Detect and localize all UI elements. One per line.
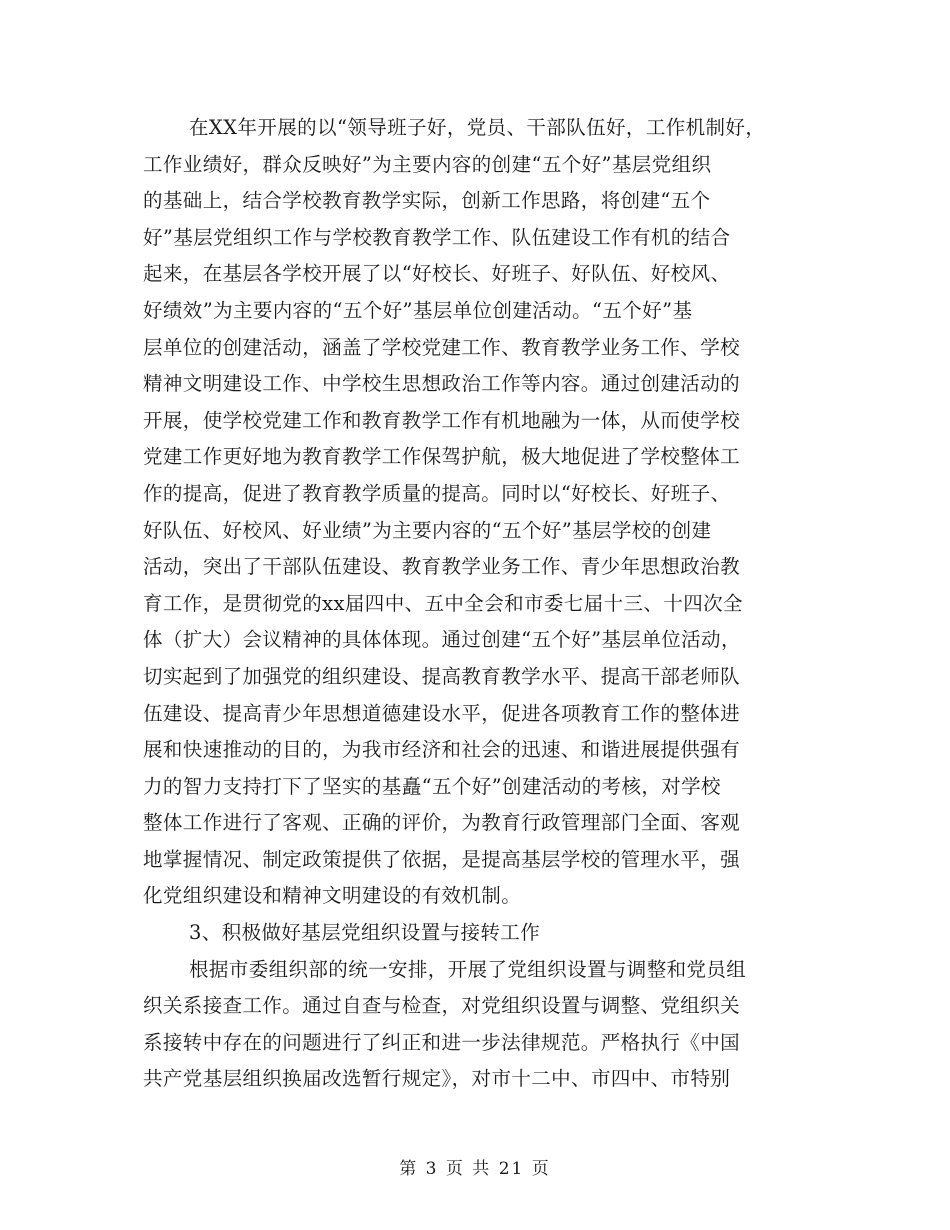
text-line: 活动，突出了干部队伍建设、教育教学业务工作、青少年思想政治教 [143, 555, 741, 579]
text-line: 切实起到了加强党的组织建设、提高教育教学水平、提高干部老师队 [143, 664, 741, 688]
text-line: 体（扩大）会议精神的具体体现。通过创建“五个好”基层单位活动， [143, 628, 741, 652]
text-line: 在XX年开展的以“领导班子好，党员、干部队伍好，工作机制好， [189, 116, 766, 139]
text-line: 织关系接查工作。通过自查与检查，对党组织设置与调整、党组织关 [143, 994, 741, 1018]
text-line: 精神文明建设工作、中学校生思想政治工作等内容。通过创建活动的 [143, 372, 741, 396]
text-line: 好”基层党组织工作与学校教育教学工作、队伍建设工作有机的结合 [143, 225, 731, 249]
text-line: 伍建设、提高青少年思想道德建设水平，促进各项教育工作的整体进 [143, 701, 741, 725]
text-line: 3、积极做好基层党组织设置与接转工作 [189, 921, 541, 945]
text-line: 化党组织建设和精神文明建设的有效机制。 [143, 884, 522, 908]
text-line: 根据市委组织部的统一安排，开展了党组织设置与调整和党员组 [189, 957, 747, 981]
text-line: 党建工作更好地为教育教学工作保驾护航，极大地促进了学校整体工 [143, 445, 741, 469]
text-line: 工作业绩好，群众反映好”为主要内容的创建“五个好”基层党组织 [143, 152, 712, 176]
text-line: 好绩效”为主要内容的“五个好”基层单位创建活动。“五个好”基 [143, 298, 693, 322]
text-line: 开展，使学校党建工作和教育教学工作有机地融为一体，从而使学校 [143, 408, 741, 432]
text-line: 好队伍、好校风、好业绩”为主要内容的“五个好”基层学校的创建 [143, 518, 712, 542]
text-line: 的基础上，结合学校教育教学实际，创新工作思路，将创建“五个 [143, 189, 711, 213]
text-line: 起来，在基层各学校开展了以“好校长、好班子、好队伍、好校风、 [143, 262, 731, 286]
text-line: 整体工作进行了客观、正确的评价，为教育行政管理部门全面、客观 [143, 811, 741, 835]
text-line: 作的提高，促进了教育教学质量的提高。同时以“好校长、好班子、 [143, 481, 731, 505]
text-line: 层单位的创建活动，涵盖了学校党建工作、教育教学业务工作、学校 [143, 335, 741, 359]
text-line: 展和快速推动的目的，为我市经济和社会的迅速、和谐进展提供强有 [143, 738, 741, 762]
text-line: 力的智力支持打下了坚实的基矗“五个好”创建活动的考核，对学校 [143, 774, 721, 798]
text-line: 系接转中存在的问题进行了纠正和进一步法律规范。严格执行《中国 [143, 1030, 741, 1054]
document-body [143, 110, 843, 1098]
text-line: 地掌握情况、制定政策提供了依据，是提高基层学校的管理水平，强 [143, 847, 741, 871]
page-footer: 第 3 页 共 21 页 [399, 1159, 551, 1179]
text-line: 育工作，是贯彻党的xx届四中、五中全会和市委七届十三、十四次全 [143, 591, 743, 615]
text-line: 共产党基层组织换届改选暂行规定》，对市十二中、市四中、市特别 [143, 1067, 731, 1091]
